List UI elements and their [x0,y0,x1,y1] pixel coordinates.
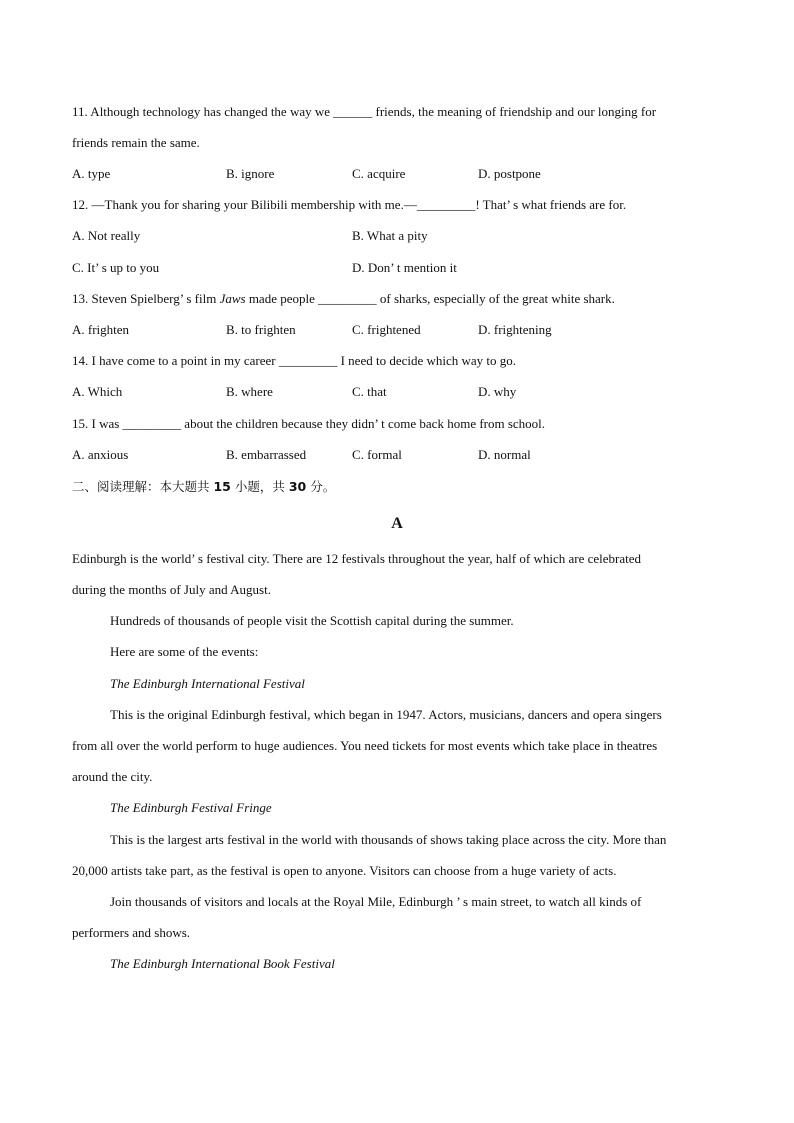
q11-option-c: C. acquire [352,166,406,181]
q11-option-a: A. type [72,166,111,181]
q13-stem-start: 13. Steven Spielberg’ s film [72,291,220,306]
q13-option-c: C. frightened [352,322,421,337]
q15-option-d: D. normal [478,447,531,462]
q14-option-b: B. where [226,384,273,399]
passage-label: A [391,515,403,532]
question-12-stem: 12. —Thank you for sharing your Bilibili membership with me.—_________! That’ s what friends are for. [72,197,627,212]
q12-option-c: C. It’ s up to you [72,260,160,275]
q13-option-d: D. frightening [478,322,552,337]
section-suffix: 分。 [306,479,336,494]
passage-paragraph-6-cont: performers and shows. [72,925,191,940]
passage-paragraph-1-cont: during the months of July and August. [72,582,271,597]
passage-paragraph-3: Here are some of the events: [110,644,259,659]
passage-paragraph-1: Edinburgh is the world’ s festival city. There are 12 festivals throughout the year, half of which are celebrated [72,551,641,566]
question-11-stem-cont: friends remain the same. [72,135,200,150]
passage-paragraph-4-cont: from all over the world perform to huge audiences. You need tickets for most events which take place in theatres [72,738,658,753]
passage-paragraph-5: This is the largest arts festival in the world with thousands of shows taking place across the city. More than [110,832,667,847]
q12-option-d: D. Don’ t mention it [352,260,457,275]
q15-option-a: A. anxious [72,447,129,462]
festival-heading-fringe: The Edinburgh Festival Fringe [110,800,272,815]
q13-stem-end: made people _________ of sharks, especially of the great white shark. [245,291,615,306]
section-heading [72,479,335,495]
q12-option-a: A. Not really [72,228,141,243]
q13-option-b: B. to frighten [226,322,296,337]
section-points: 30 [288,479,307,494]
passage-paragraph-2: Hundreds of thousands of people visit the Scottish capital during the summer. [110,613,514,628]
section-prefix: 二、阅读理解：本大题共 [72,479,214,494]
passage-paragraph-4-end: around the city. [72,769,153,784]
q14-option-c: C. that [352,384,387,399]
q13-option-a: A. frighten [72,322,130,337]
question-13-stem [72,291,615,307]
q13-film-title: Jaws [219,291,246,306]
question-11-stem: 11. Although technology has changed the way we ______ friends, the meaning of friendship and our longing for [72,104,657,119]
q14-option-a: A. Which [72,384,123,399]
festival-heading-international: The Edinburgh International Festival [110,676,305,691]
passage-paragraph-5-cont: 20,000 artists take part, as the festival is open to anyone. Visitors can choose from a huge variety of acts. [72,863,617,878]
q15-option-c: C. formal [352,447,402,462]
q11-option-b: B. ignore [226,166,275,181]
passage-paragraph-4: This is the original Edinburgh festival, which began in 1947. Actors, musicians, dancers and opera singers [110,707,662,722]
section-mid: 小题，共 [230,479,289,494]
festival-heading-book: The Edinburgh International Book Festival [110,956,335,971]
q14-option-d: D. why [478,384,517,399]
question-14-stem: 14. I have come to a point in my career _________ I need to decide which way to go. [72,353,517,368]
passage-paragraph-6: Join thousands of visitors and locals at the Royal Mile, Edinburgh ’ s main street, to watch all kinds of [110,894,642,909]
q15-option-b: B. embarrassed [226,447,307,462]
q12-option-b: B. What a pity [352,228,428,243]
q11-option-d: D. postpone [478,166,541,181]
section-item-count: 15 [213,479,231,494]
question-15-stem: 15. I was _________ about the children because they didn’ t come back home from school. [72,416,546,431]
